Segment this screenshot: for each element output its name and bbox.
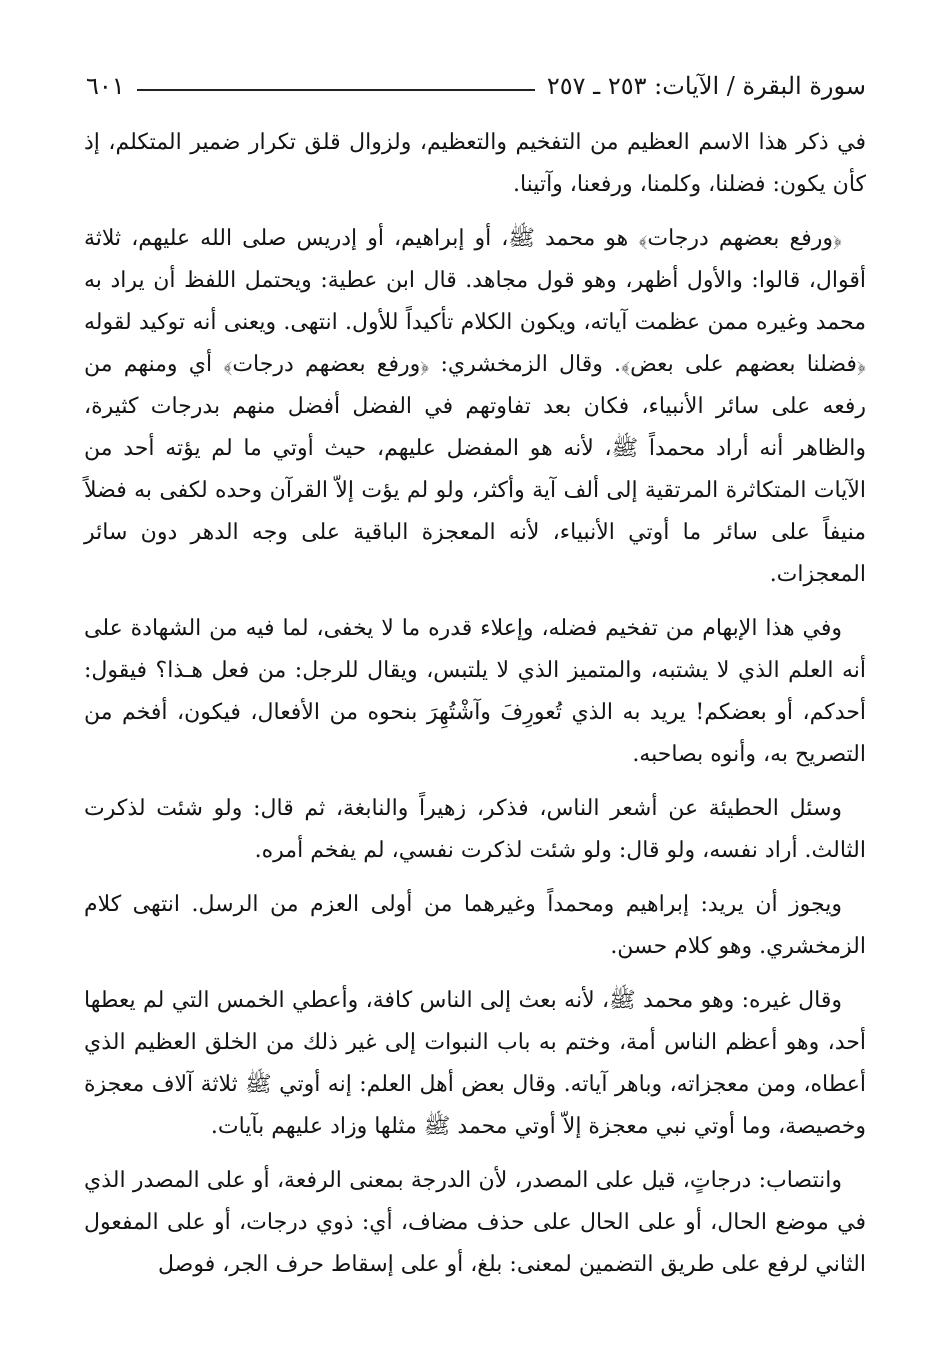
paragraph: وفي هذا الإبهام من تفخيم فضله، وإعلاء قدره ما لا يخفى، لما فيه من الشهادة على أنه العلم الذي لا يشتبه، والمتميز الذي لا يلتبس، ويقال للرجل: من فعل هـذا؟ فيقول: أحدكم، أو بعضكم! يريد به الذي تُعورِفَ وآشْتُهِرَ بنحوه من الأفعال، فيكون، أفخم من التصريح به، وأنوه بصاحبه.: [84, 616, 866, 767]
running-header: [86, 66, 866, 106]
paragraph: ﴿ورفع بعضهم درجات﴾ هو محمد ﷺ، أو إبراهيم، أو إدريس صلى الله عليهم، ثلاثة أقوال، قالوا: والأول أظهر، وهو قول مجاهد. قال ابن عطية: ويحتمل اللفظ أن يراد به محمد وغيره ممن عظمت آياته، ويكون الكلام تأكيداً للأول. انتهى. ويعنى أنه توكيد لقوله ﴿فضلنا بعضهم على بعض﴾. وقال الزمخشري: ﴿ورفع بعضهم درجات﴾ أي ومنهم من رفعه على سائر الأنبياء، فكان بعد تفاوتهم في الفضل أفضل منهم بدرجات كثيرة، والظاهر أنه أراد محمداً ﷺ، لأنه هو المفضل عليهم، حيث أوتي ما لم يؤته أحد من الآيات المتكاثرة المرتقية إلى ألف آية وأكثر، ولو لم يؤت إلاّ القرآن وحده لكفى به فضلاً منيفاً على سائر ما أوتي الأنبياء، لأنه المعجزة الباقية على وجه الدهر دون سائر المعجزات.: [84, 226, 866, 587]
header-rule: [137, 89, 535, 91]
paragraph: في ذكر هذا الاسم العظيم من التفخيم والتعظيم، ولزوال قلق تكرار ضمير المتكلم، إذ كأن يكون: فضلنا، وكلمنا، ورفعنا، وآتينا.: [84, 130, 866, 197]
page-number: ٦٠١: [86, 72, 125, 100]
paragraph: وقال غيره: وهو محمد ﷺ، لأنه بعث إلى الناس كافة، وأعطي الخمس التي لم يعطها أحد، وهو أعظم الناس أمة، وختم به باب النبوات إلى غير ذلك من الخلق العظيم الذي أعطاه، ومن معجزاته، وباهر آياته. وقال بعض أهل العلم: إنه أوتي ﷺ ثلاثة آلاف معجزة وخصيصة، وما أوتي نبي معجزة إلاّ أوتي محمد ﷺ مثلها وزاد عليهم بآيات.: [84, 988, 866, 1139]
page-body: [84, 122, 866, 1298]
paragraph: ويجوز أن يريد: إبراهيم ومحمداً وغيرهما من أولى العزم من الرسل. انتهى كلام الزمخشري. وهو كلام حسن.: [84, 892, 866, 959]
paragraph: وانتصاب: درجاتٍ، قيل على المصدر، لأن الدرجة بمعنى الرفعة، أو على المصدر الذي في موضع الحال، أو على الحال على حذف مضاف، أي: ذوي درجات، أو على المفعول الثاني لرفع على طريق التضمين لمعنى: بلغ، أو على إسقاط حرف الجر، فوصل: [84, 1168, 866, 1277]
header-title: سورة البقرة / الآيات: ٢٥٣ ـ ٢٥٧: [546, 72, 866, 100]
paragraph: وسئل الحطيئة عن أشعر الناس، فذكر، زهيراً والنابغة، ثم قال: ولو شئت لذكرت الثالث. أراد نفسه، ولو قال: ولو شئت لذكرت نفسي، لم يفخم أمره.: [84, 796, 866, 863]
